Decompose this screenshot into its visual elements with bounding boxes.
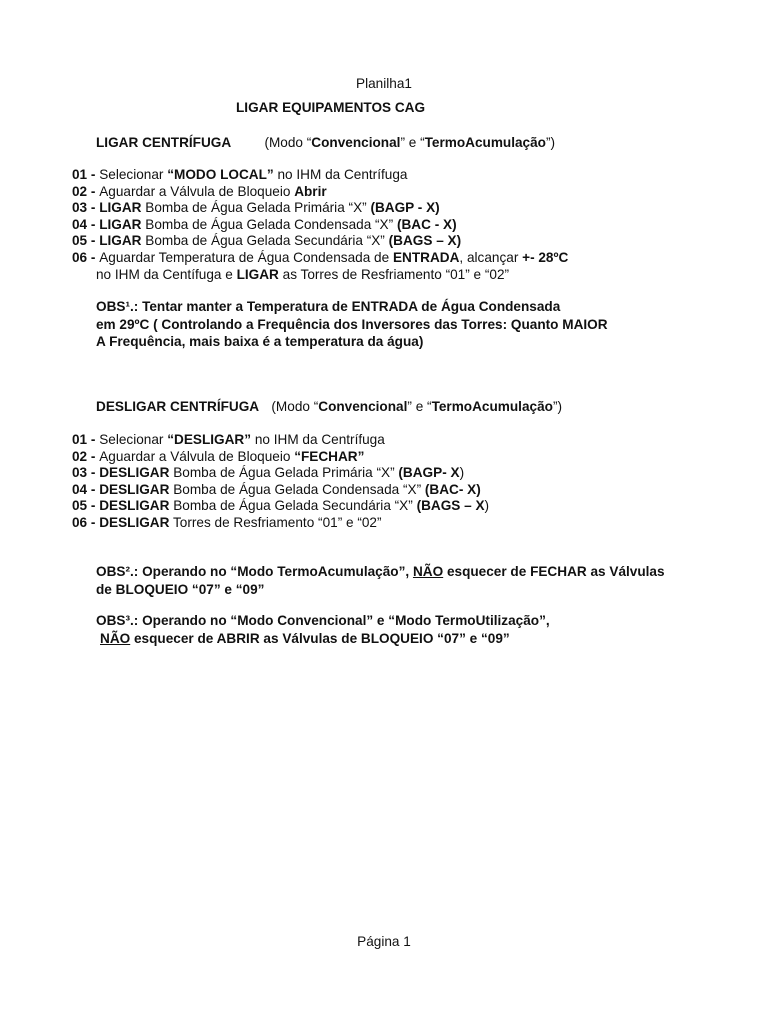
ligar-step-2: 02 - Aguardar a Válvula de Bloqueio Abrir <box>72 183 327 199</box>
page-number: Página 1 <box>357 934 411 949</box>
desligar-step-4: 04 - DESLIGAR Bomba de Água Gelada Condensada “X” (BAC- X) <box>72 481 481 497</box>
document-title: LIGAR EQUIPAMENTOS CAG <box>236 100 426 115</box>
obs3-line-1: OBS³.: Operando no “Modo Convencional” e “Modo TermoUtilização”, <box>96 613 550 628</box>
ligar-step-4: 04 - LIGAR Bomba de Água Gelada Condensada “X” (BAC - X) <box>72 216 457 232</box>
ligar-step-5: 05 - LIGAR Bomba de Água Gelada Secundária “X” (BAGS – X) <box>72 233 462 249</box>
obs2-line-1: OBS².: Operando no “Modo TermoAcumulação”, NÃO esquecer de FECHAR as Válvulas <box>96 564 665 579</box>
desligar-step-3: 03 - DESLIGAR Bomba de Água Gelada Primária “X” (BAGP- X) <box>72 465 465 481</box>
desligar-mode-note: (Modo “Convencional” e “TermoAcumulação”) <box>271 399 562 414</box>
desligar-step-1: 01 - Selecionar “DESLIGAR” no IHM da Centrífuga <box>72 432 385 447</box>
ligar-mode-note: (Modo “Convencional” e “TermoAcumulação”) <box>264 135 556 150</box>
ligar-heading-row <box>96 134 555 151</box>
obs1-note <box>96 298 608 351</box>
sheet-name: Planilha1 <box>356 76 412 91</box>
obs1-line-1: OBS¹.: Tentar manter a Temperatura de ENTRADA de Água Condensada <box>96 299 561 314</box>
ligar-steps <box>72 166 568 282</box>
desligar-heading-row <box>96 398 562 415</box>
obs3-line-2: NÃO esquecer de ABRIR as Válvulas de BLOQUEIO “07” e “09” <box>100 630 510 646</box>
obs1-line-2: em 29ºC ( Controlando a Frequência dos Inversores das Torres: Quanto MAIOR <box>96 316 608 332</box>
ligar-step-6-continued: no IHM da Centífuga e LIGAR as Torres de Resfriamento “01” e “02” <box>96 266 510 282</box>
ligar-step-3: 03 - LIGAR Bomba de Água Gelada Primária “X” (BAGP - X) <box>72 200 440 216</box>
desligar-steps <box>72 431 489 531</box>
ligar-heading: LIGAR CENTRÍFUGA <box>96 135 231 150</box>
desligar-step-2: 02 - Aguardar a Válvula de Bloqueio “FECHAR” <box>72 448 365 464</box>
obs2-line-2: de BLOQUEIO “07” e “09” <box>96 581 265 597</box>
obs2-note <box>96 563 665 598</box>
desligar-heading: DESLIGAR CENTRÍFUGA <box>96 399 259 414</box>
obs3-note <box>96 612 550 647</box>
desligar-step-5: 05 - DESLIGAR Bomba de Água Gelada Secundária “X” (BAGS – X) <box>72 498 490 514</box>
desligar-step-6: 06 - DESLIGAR Torres de Resfriamento “01” e “02” <box>72 514 382 530</box>
ligar-step-6: 06 - Aguardar Temperatura de Água Condensada de ENTRADA, alcançar +- 28ºC <box>72 249 569 265</box>
ligar-step-1: 01 - Selecionar “MODO LOCAL” no IHM da Centrífuga <box>72 167 408 182</box>
obs1-line-3: A Frequência, mais baixa é a temperatura da água) <box>96 334 424 349</box>
